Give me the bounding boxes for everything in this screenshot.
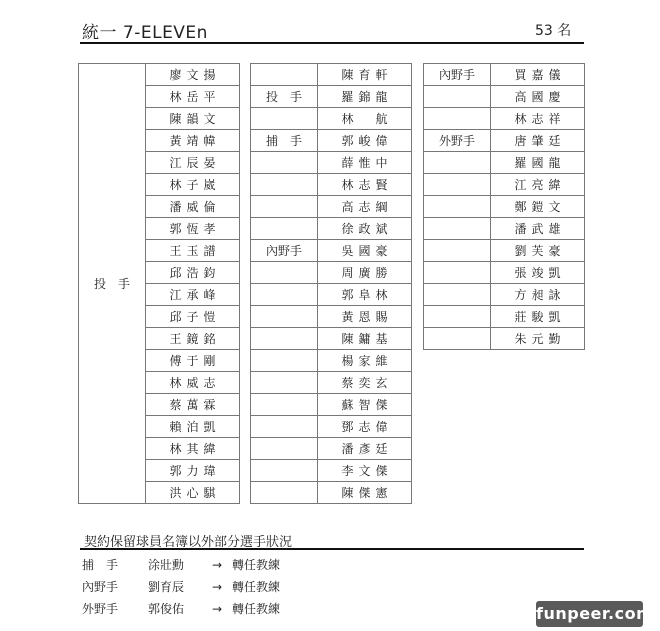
table-row: [251, 394, 412, 416]
team-title: 統一 7-ELEVEn: [82, 23, 208, 43]
player-name: 黃恩賜: [318, 306, 412, 328]
watermark-logo: funpeer.com: [536, 601, 643, 627]
table-row: [424, 130, 585, 152]
position-cell: [251, 152, 318, 174]
player-name: 高國慶: [491, 86, 585, 108]
position-cell: [251, 416, 318, 438]
position-cell: [424, 152, 491, 174]
player-name: 黃靖幃: [146, 130, 240, 152]
player-name: 郭峻偉: [318, 130, 412, 152]
position-cell: [251, 350, 318, 372]
player-name: 潘武雄: [491, 218, 585, 240]
position-cell: 投 手: [251, 86, 318, 108]
position-cell: [251, 108, 318, 130]
player-name: 陳韻文: [146, 108, 240, 130]
change-note: 轉任教練: [232, 580, 281, 594]
table-row: [251, 218, 412, 240]
position-cell: [251, 218, 318, 240]
position-cell: [251, 372, 318, 394]
table-row: [251, 240, 412, 262]
change-row: [82, 598, 312, 620]
player-name: 林其緯: [146, 438, 240, 460]
change-row: [82, 554, 312, 576]
position-cell: [251, 64, 318, 86]
player-name: 蔡萬霖: [146, 394, 240, 416]
changes-list: [82, 554, 312, 620]
player-name: 林志祥: [491, 108, 585, 130]
table-row: [424, 152, 585, 174]
header-divider: [80, 42, 584, 44]
table-row: [424, 174, 585, 196]
player-name: 林志賢: [318, 174, 412, 196]
position-cell: [251, 394, 318, 416]
player-name: 蘇智傑: [318, 394, 412, 416]
player-name: 賴泊凱: [146, 416, 240, 438]
position-cell: [424, 262, 491, 284]
position-cell: 內野手: [251, 240, 318, 262]
roster-table-pitchers: [78, 63, 240, 504]
player-name: 傅于剛: [146, 350, 240, 372]
player-name: 周廣勝: [318, 262, 412, 284]
player-name: 潘彥廷: [318, 438, 412, 460]
table-row: [251, 482, 412, 504]
player-name: 洪心騏: [146, 482, 240, 504]
table-row: [424, 262, 585, 284]
position-cell: 捕 手: [251, 130, 318, 152]
change-row: [82, 576, 312, 598]
change-position: 內野手: [82, 580, 119, 594]
table-row: [251, 174, 412, 196]
position-cell: [424, 196, 491, 218]
change-position: 捕 手: [82, 558, 119, 572]
player-name: 邱浩鈞: [146, 262, 240, 284]
table-row: [424, 218, 585, 240]
position-cell: [251, 196, 318, 218]
player-name: 吳國豪: [318, 240, 412, 262]
player-name: 郭恆孝: [146, 218, 240, 240]
table-row: [424, 240, 585, 262]
arrow-icon: →: [211, 580, 223, 594]
player-name: 林 航: [318, 108, 412, 130]
position-cell: [251, 306, 318, 328]
change-position: 外野手: [82, 602, 119, 616]
position-cell: [424, 218, 491, 240]
changes-divider: [80, 548, 584, 550]
player-name: 陳傑憲: [318, 482, 412, 504]
player-name: 江辰晏: [146, 152, 240, 174]
player-name: 張竣凱: [491, 262, 585, 284]
table-row: [424, 196, 585, 218]
player-name: 薛惟中: [318, 152, 412, 174]
table-row: [251, 372, 412, 394]
roster-count: 53 名: [535, 23, 572, 39]
player-name: 鄭鎧文: [491, 196, 585, 218]
position-cell: [251, 460, 318, 482]
player-name: 林岳平: [146, 86, 240, 108]
roster-table-middle: [250, 63, 412, 504]
position-cell: 內野手: [424, 64, 491, 86]
change-player: 劉育辰: [148, 580, 185, 594]
player-name: 郭力瑋: [146, 460, 240, 482]
table-row: [251, 438, 412, 460]
player-name: 林威志: [146, 372, 240, 394]
table-row: [251, 262, 412, 284]
player-name: 陳鏞基: [318, 328, 412, 350]
table-row: [424, 86, 585, 108]
arrow-icon: →: [211, 602, 223, 616]
change-note: 轉任教練: [232, 558, 281, 572]
table-row: [251, 416, 412, 438]
position-cell: [251, 482, 318, 504]
player-name: 邱子愷: [146, 306, 240, 328]
position-cell: [424, 284, 491, 306]
arrow-icon: →: [211, 558, 223, 572]
position-cell: [424, 240, 491, 262]
player-name: 劉芙豪: [491, 240, 585, 262]
player-name: 高志綱: [318, 196, 412, 218]
table-row: [424, 108, 585, 130]
position-cell: [424, 86, 491, 108]
table-row: [251, 460, 412, 482]
table-row: [251, 130, 412, 152]
position-cell: 投 手: [79, 64, 146, 504]
table-row: [251, 196, 412, 218]
change-player: 郭俊佑: [148, 602, 185, 616]
position-cell: [424, 174, 491, 196]
player-name: 羅錦龍: [318, 86, 412, 108]
changes-title: 契約保留球員名簿以外部分選手狀況: [84, 535, 293, 550]
player-name: 蔡奕玄: [318, 372, 412, 394]
player-name: 潘威倫: [146, 196, 240, 218]
roster-table-right: [423, 63, 585, 350]
player-name: 江亮緯: [491, 174, 585, 196]
change-note: 轉任教練: [232, 602, 281, 616]
player-name: 買嘉儀: [491, 64, 585, 86]
player-name: 王鏡銘: [146, 328, 240, 350]
table-row: [251, 284, 412, 306]
table-row: [424, 306, 585, 328]
position-cell: [251, 284, 318, 306]
player-name: 郭阜林: [318, 284, 412, 306]
player-name: 廖文揚: [146, 64, 240, 86]
table-row: [251, 86, 412, 108]
table-row: [251, 306, 412, 328]
table-row: [251, 350, 412, 372]
position-cell: 外野手: [424, 130, 491, 152]
table-row: [424, 284, 585, 306]
player-name: 鄧志偉: [318, 416, 412, 438]
position-cell: [424, 108, 491, 130]
player-name: 林子崴: [146, 174, 240, 196]
player-name: 江承峰: [146, 284, 240, 306]
position-cell: [424, 328, 491, 350]
player-name: 李文傑: [318, 460, 412, 482]
player-name: 方昶詠: [491, 284, 585, 306]
player-name: 唐肇廷: [491, 130, 585, 152]
position-cell: [251, 438, 318, 460]
change-player: 涂壯勳: [148, 558, 185, 572]
position-cell: [424, 306, 491, 328]
position-cell: [251, 328, 318, 350]
table-row: [251, 152, 412, 174]
player-name: 陳育軒: [318, 64, 412, 86]
player-name: 羅國龍: [491, 152, 585, 174]
player-name: 朱元勤: [491, 328, 585, 350]
table-row: [424, 328, 585, 350]
table-row: [251, 64, 412, 86]
position-cell: [251, 174, 318, 196]
table-row: [251, 328, 412, 350]
table-row: [251, 108, 412, 130]
player-name: 徐政斌: [318, 218, 412, 240]
table-row: [424, 64, 585, 86]
player-name: 莊駿凱: [491, 306, 585, 328]
player-name: 楊家維: [318, 350, 412, 372]
table-row: [79, 64, 240, 86]
player-name: 王玉譜: [146, 240, 240, 262]
position-cell: [251, 262, 318, 284]
